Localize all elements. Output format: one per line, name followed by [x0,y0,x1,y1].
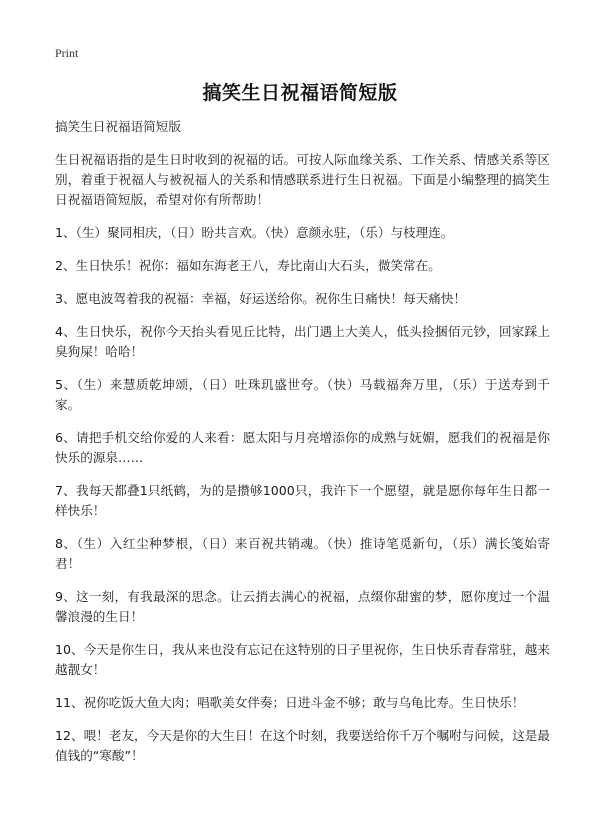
greeting-item: 10、今天是你生日，我从来也没有忘记在这特别的日子里祝你，生日快乐青春常驻，越来越靓女！ [55,642,550,677]
greeting-item: 8、（生）入红尘种梦根，（日）来百祝共销魂。（快）推诗笔觅新句，（乐）满长笺始寄君！ [55,536,550,571]
greeting-item: 1、（生）聚同相庆，（日）盼共言欢。（快）意颜永驻，（乐）与枝理连。 [55,225,454,240]
intro-paragraph: 生日祝福语指的是生日时收到的祝福的话。可按人际血缘关系、工作关系、情感关系等区别，着重于祝福人与被祝福人的关系和情感联系进行生日祝福。下面是小编整理的搞笑生日祝福语简短版，希望对你有所帮助！ [55,152,550,207]
greeting-item: 9、这一刻，有我最深的思念。让云捎去满心的祝福，点缀你甜蜜的梦，愿你度过一个温馨浪漫的生日！ [55,589,550,624]
page-title: 搞笑生日祝福语简短版 [202,82,398,104]
article-subtitle: 搞笑生日祝福语简短版 [55,119,181,134]
article-body [55,117,550,779]
greeting-item: 7、我每天都叠1只纸鹤，为的是攒够1000只，我许下一个愿望，就是愿你每年生日都一样快乐！ [55,483,550,518]
greeting-item: 4、生日快乐，祝你今天抬头看见丘比特，出门遇上大美人，低头捡捆佰元钞，回家踩上臭狗屎！哈哈！ [55,324,550,359]
greeting-item: 6、请把手机交给你爱的人来看：愿太阳与月亮增添你的成熟与妩媚，愿我们的祝福是你快乐的源泉…… [55,430,550,465]
greeting-item: 5、（生）来慧质乾坤颂，（日）吐珠玑盛世夸。（快）马载福奔万里，（乐）于送寿到千家。 [55,377,550,412]
print-link[interactable]: Print [55,46,79,60]
greeting-item: 2、生日快乐！祝你：福如东海老王八，寿比南山大石头，微笑常在。 [55,258,441,273]
greeting-item: 3、愿电波驾着我的祝福：幸福，好运送给你。祝你生日痛快！每天痛快！ [55,291,467,306]
greeting-item: 12、喂！老友，今天是你的大生日！在这个时刻，我要送给你千万个嘱咐与问候，这是最值钱的“寒酸”！ [55,728,550,763]
greeting-item: 11、祝你吃饭大鱼大肉；唱歌美女伴奏；日进斗金不够；敢与乌龟比寿。生日快乐！ [55,695,525,710]
